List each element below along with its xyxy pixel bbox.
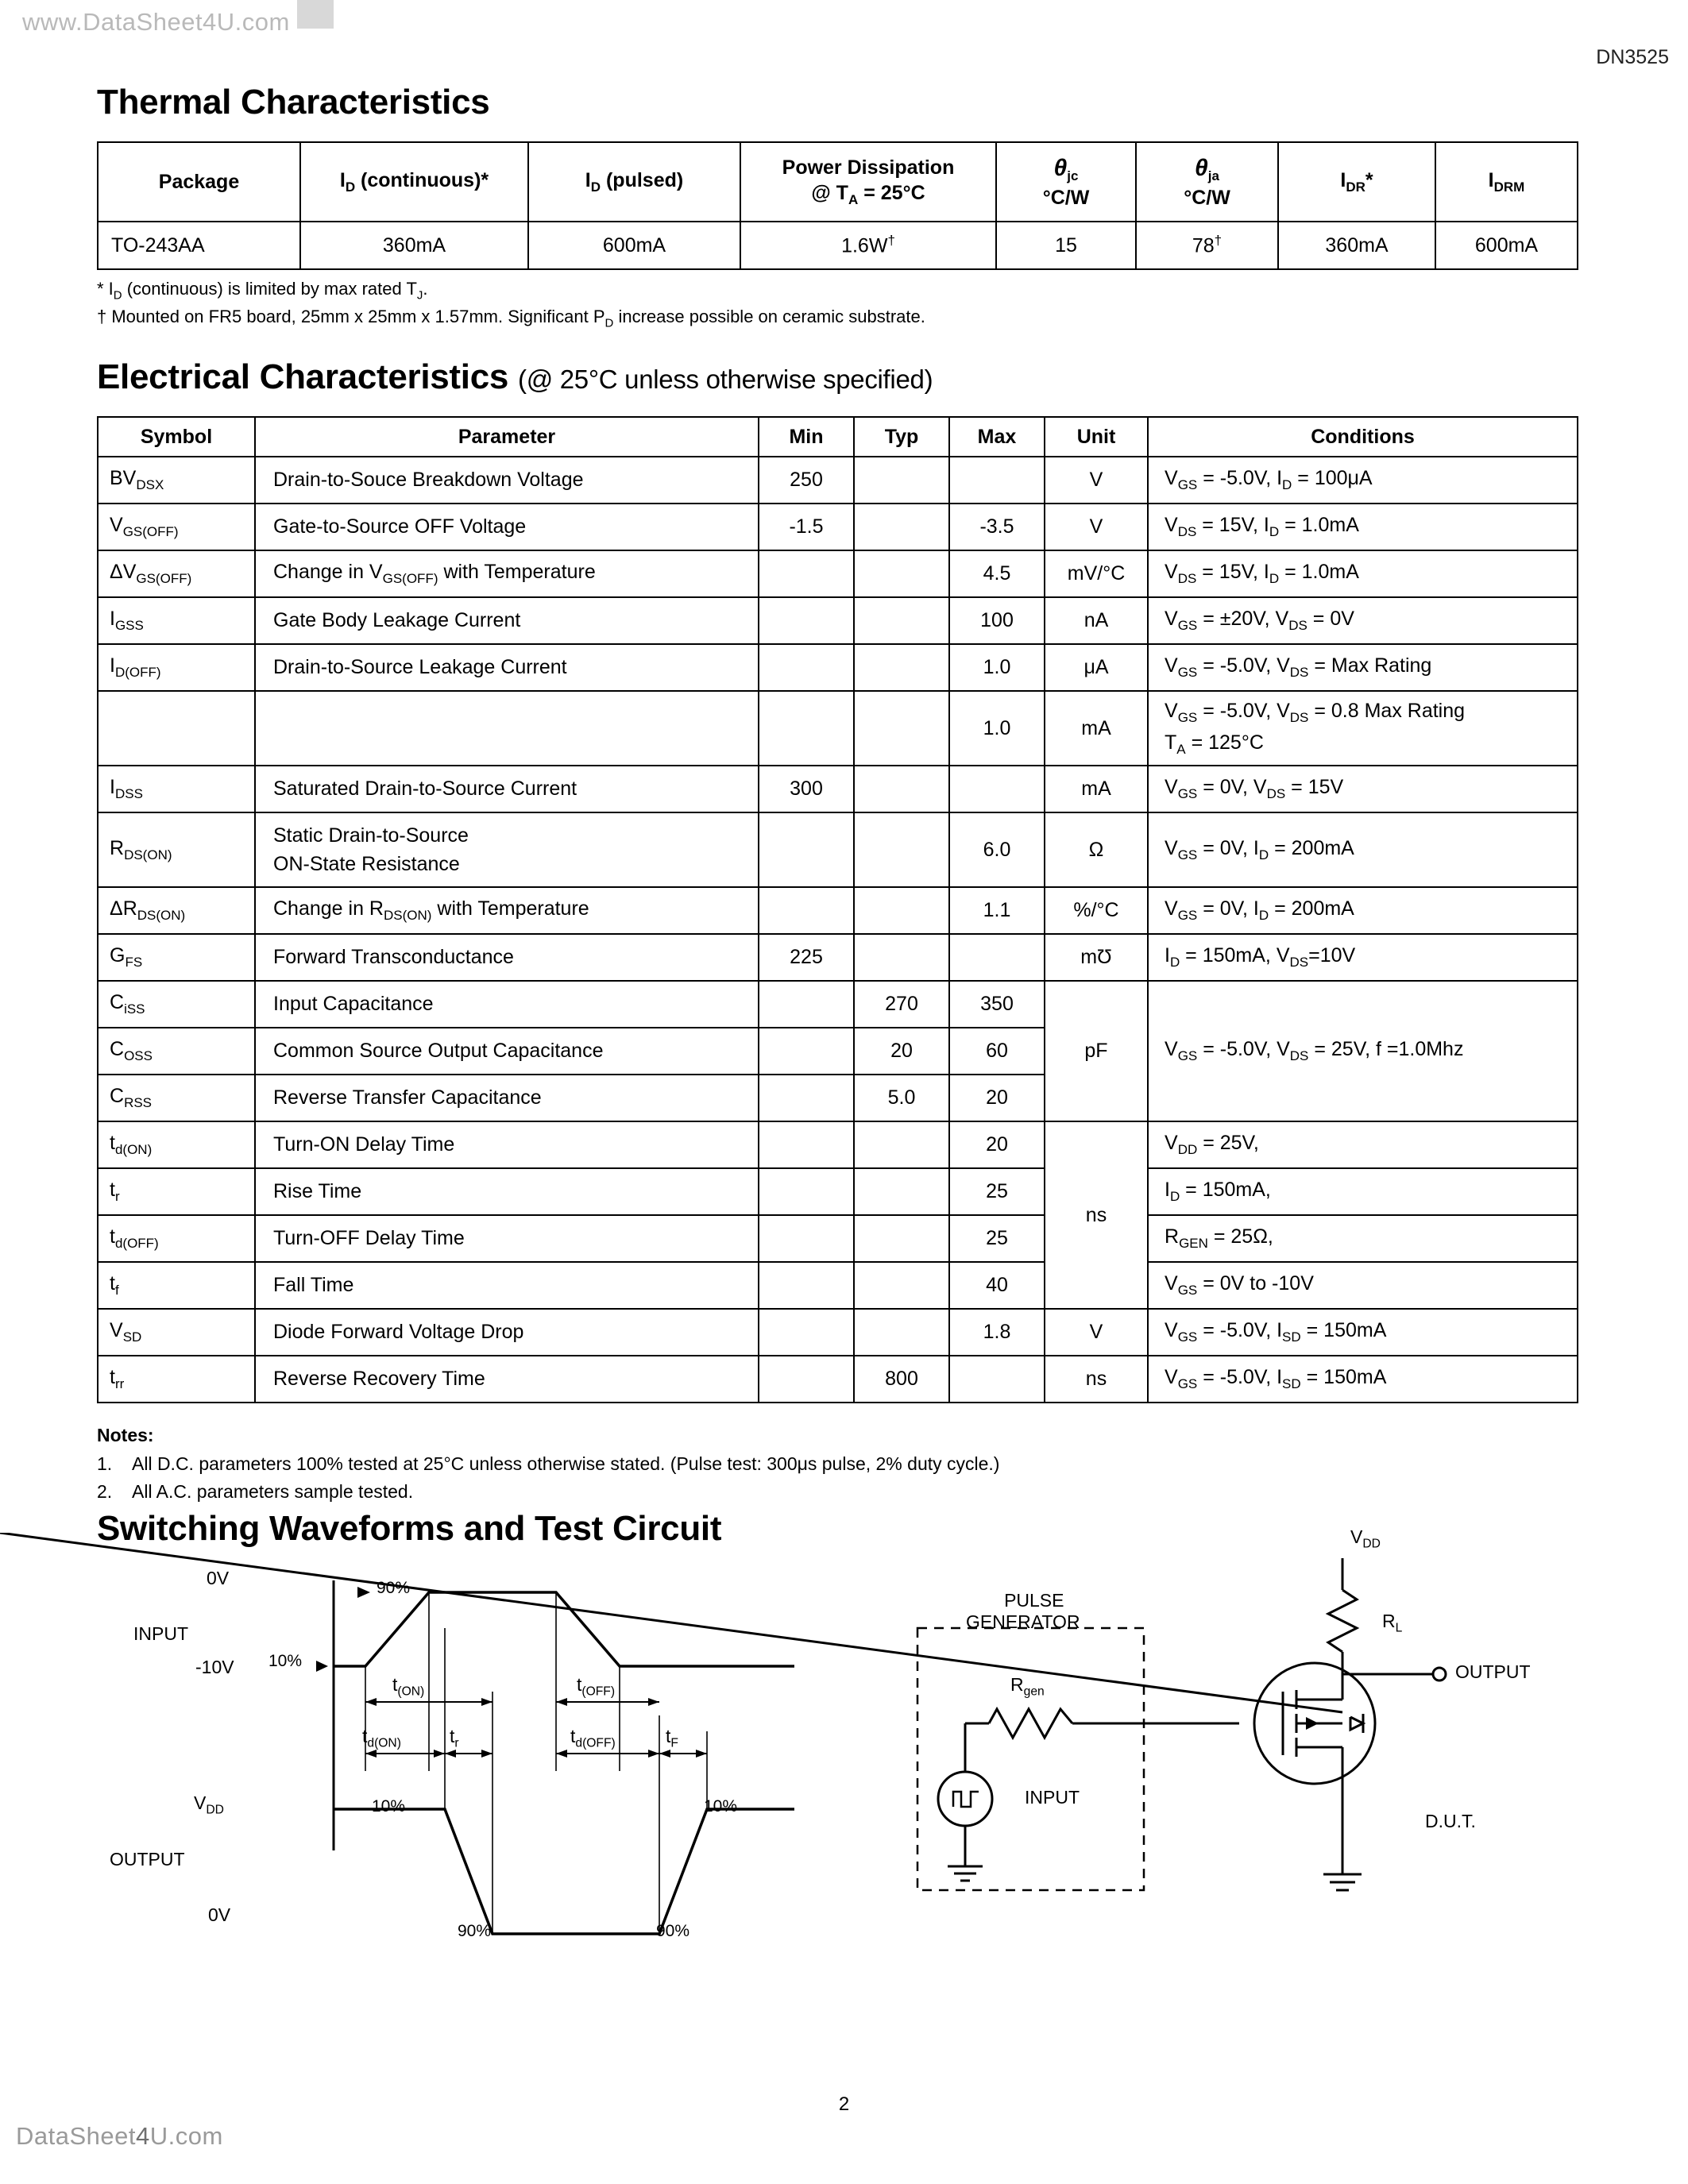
cell-parameter: Rise Time [255, 1168, 759, 1215]
cell-parameter: Saturated Drain-to-Source Current [255, 766, 759, 812]
cell-id-pulsed: 600mA [528, 222, 740, 269]
cell-conditions: $V_{GS} = -5.0V$, $V_{DS} = 25V$, f =1.0Mhz [1148, 981, 1578, 1121]
cell-package: TO-243AA [98, 222, 300, 269]
cell-parameter: Reverse Recovery Time [255, 1356, 759, 1403]
electrical-characteristics-table [97, 416, 1578, 1403]
cell-typ [854, 887, 949, 934]
label-output: OUTPUT [110, 1849, 185, 1870]
cell-max: 25 [949, 1215, 1045, 1262]
cell-unit: mV/°C [1045, 550, 1148, 597]
cell-unit: %/°C [1045, 887, 1148, 934]
thermal-title: Thermal Characteristics [97, 83, 490, 122]
cell-max [949, 457, 1045, 504]
cell-power-dissipation: 1.6W† [740, 222, 996, 269]
cell-symbol: $C_{OSS}$ [98, 1028, 255, 1075]
cell-typ: 5.0 [854, 1075, 949, 1121]
cell-symbol: $C_{iSS}$ [98, 981, 255, 1028]
cell-min: 250 [759, 457, 854, 504]
cell-idr: 360mA [1278, 222, 1435, 269]
watermark-bottom: DataSheet4U.com [16, 2122, 223, 2150]
electrical-notes [97, 1422, 999, 1507]
cell-min [759, 1121, 854, 1168]
thermal-characteristics-table [97, 141, 1578, 270]
cell-unit: V [1045, 457, 1148, 504]
cell-conditions: $V_{GS} = 0V$ to -10V [1148, 1262, 1578, 1309]
cell-conditions: $R_{GEN} = 25\Omega$, [1148, 1215, 1578, 1262]
cell-parameter: Drain-to-Source Leakage Current [255, 644, 759, 691]
table-row [98, 550, 1578, 597]
cell-max [949, 1356, 1045, 1403]
cell-conditions: $V_{DD} = 25V$, [1148, 1121, 1578, 1168]
cell-parameter: Fall Time [255, 1262, 759, 1309]
thermal-note-star: * $I_D$ (continuous) is limited by max rated $T_J$. [97, 279, 428, 303]
cell-symbol: $t_{d(ON)}$ [98, 1121, 255, 1168]
part-number: DN3525 [1596, 46, 1669, 68]
th-theta-jc: $\theta_{jc}$ °C/W [996, 142, 1136, 222]
table-header-row [98, 417, 1578, 457]
cell-parameter: Input Capacitance [255, 981, 759, 1028]
cell-conditions: $V_{GS} = -5.0V$, $I_{SD} = 150mA$ [1148, 1356, 1578, 1403]
cell-unit: mA [1045, 691, 1148, 766]
cell-max [949, 766, 1045, 812]
cell-max: 1.1 [949, 887, 1045, 934]
cell-symbol: $R_{DS(ON)}$ [98, 812, 255, 887]
cell-max [949, 934, 1045, 981]
cell-parameter: Turn-ON Delay Time [255, 1121, 759, 1168]
label-input-0v: 0V [207, 1568, 230, 1588]
label-output-10pct-1: 10% [372, 1797, 406, 1815]
cell-symbol: $BV_{DSX}$ [98, 457, 255, 504]
cell-conditions: $V_{GS} = 0V$, $I_D = 200mA$ [1148, 812, 1578, 887]
label-vdd-circuit: $V_{DD}$ [1350, 1526, 1381, 1551]
cell-min: 300 [759, 766, 854, 812]
cell-min [759, 550, 854, 597]
table-row [98, 457, 1578, 504]
watermark-top: www.DataSheet4U.com [22, 8, 290, 36]
table-row [98, 887, 1578, 934]
cell-unit: μA [1045, 644, 1148, 691]
table-row [98, 934, 1578, 981]
th-power-dissipation: Power Dissipation @ $T_A = 25^\circ C$ [740, 142, 996, 222]
cell-max: 6.0 [949, 812, 1045, 887]
cell-max: 4.5 [949, 550, 1045, 597]
cell-min [759, 1168, 854, 1215]
cell-min [759, 1075, 854, 1121]
cell-parameter: Change in $R_{DS(ON)}$ with Temperature [255, 887, 759, 934]
cell-typ [854, 597, 949, 644]
th-idr: $I_{DR}*$ [1278, 142, 1435, 222]
cell-theta-jc: 15 [996, 222, 1136, 269]
cell-theta-ja: 78† [1136, 222, 1278, 269]
cell-typ [854, 766, 949, 812]
table-row [98, 1262, 1578, 1309]
label-input: INPUT [133, 1623, 188, 1644]
cell-conditions: $V_{DS} = 15V$, $I_D = 1.0mA$ [1148, 550, 1578, 597]
cell-min [759, 1262, 854, 1309]
electrical-title: Electrical Characteristics (@ 25°C unless otherwise specified) [97, 357, 933, 396]
table-row [98, 644, 1578, 691]
label-input-90pct: 90% [377, 1579, 411, 1597]
label-input-source: INPUT [1025, 1787, 1080, 1808]
table-row [98, 1215, 1578, 1262]
cell-parameter: Gate Body Leakage Current [255, 597, 759, 644]
cell-typ [854, 550, 949, 597]
cell-min [759, 1356, 854, 1403]
th-typ: Typ [854, 417, 949, 457]
cell-min [759, 887, 854, 934]
cell-min [759, 981, 854, 1028]
cell-unit: nA [1045, 597, 1148, 644]
page-number-footer: 2 [838, 2093, 850, 2115]
table-row [98, 1309, 1578, 1356]
label-t-off: $t_{(OFF)}$ [577, 1674, 616, 1699]
cell-conditions: $V_{GS} = -5.0V$, $I_{SD} = 150mA$ [1148, 1309, 1578, 1356]
cell-unit: ns [1045, 1356, 1148, 1403]
cell-parameter: Drain-to-Souce Breakdown Voltage [255, 457, 759, 504]
cell-typ [854, 1309, 949, 1356]
cell-min: -1.5 [759, 504, 854, 550]
label-output-0v: 0V [208, 1904, 231, 1925]
cell-max: 1.8 [949, 1309, 1045, 1356]
label-output-90pct-2: 90% [656, 1922, 690, 1940]
cell-conditions: $V_{GS} = \pm 20V$, $V_{DS} = 0V$ [1148, 597, 1578, 644]
cell-max: 100 [949, 597, 1045, 644]
cell-id-continuous: 360mA [300, 222, 528, 269]
cell-parameter: Turn-OFF Delay Time [255, 1215, 759, 1262]
thermal-notes [97, 276, 925, 331]
cell-typ [854, 1262, 949, 1309]
cell-symbol: $t_{rr}$ [98, 1356, 255, 1403]
cell-typ [854, 691, 949, 766]
cell-conditions: $V_{GS} = 0V$, $V_{DS} = 15V$ [1148, 766, 1578, 812]
note-1: 1. All D.C. parameters 100% tested at 25°C unless otherwise stated. (Pulse test: 300μs pulse, 2% duty cycle.) [97, 1453, 1000, 1474]
cell-typ: 20 [854, 1028, 949, 1075]
cell-typ [854, 504, 949, 550]
table-row [98, 1168, 1578, 1215]
cell-max: 20 [949, 1121, 1045, 1168]
label-td-on: $t_{d(ON)}$ [362, 1726, 401, 1750]
cell-max: 40 [949, 1262, 1045, 1309]
cell-max: 350 [949, 981, 1045, 1028]
cell-min [759, 597, 854, 644]
cell-typ [854, 1168, 949, 1215]
cell-typ [854, 1121, 949, 1168]
cell-unit: ns [1045, 1121, 1148, 1309]
cell-parameter: Change in $V_{GS(OFF)}$ with Temperature [255, 550, 759, 597]
th-unit: Unit [1045, 417, 1148, 457]
table-row [98, 691, 1578, 766]
label-rgen: $R_{gen}$ [1010, 1674, 1045, 1699]
cell-parameter: Gate-to-Source OFF Voltage [255, 504, 759, 550]
cell-unit: V [1045, 504, 1148, 550]
cell-symbol: $\Delta V_{GS(OFF)}$ [98, 550, 255, 597]
cell-conditions: $V_{DS} = 15V$, $I_D = 1.0mA$ [1148, 504, 1578, 550]
cell-conditions: $I_D = 150mA$, $V_{DS}=10V$ [1148, 934, 1578, 981]
table-row [98, 1356, 1578, 1403]
cell-min [759, 1309, 854, 1356]
label-td-off: $t_{d(OFF)}$ [570, 1726, 616, 1750]
th-package: Package [98, 142, 300, 222]
table-row [98, 981, 1578, 1028]
cell-unit: V [1045, 1309, 1148, 1356]
cell-min [759, 644, 854, 691]
cell-typ [854, 934, 949, 981]
th-idrm: $I_{DRM}$ [1435, 142, 1578, 222]
cell-parameter [255, 691, 759, 766]
cell-parameter: Diode Forward Voltage Drop [255, 1309, 759, 1356]
label-input-minus10v: -10V [195, 1657, 234, 1677]
cell-symbol: $C_{RSS}$ [98, 1075, 255, 1121]
th-symbol: Symbol [98, 417, 255, 457]
label-t-on: $t_{(ON)}$ [392, 1674, 425, 1699]
cell-unit: mA [1045, 766, 1148, 812]
th-id-pulsed: $I_D$ (pulsed) [528, 142, 740, 222]
label-output-circuit: OUTPUT [1455, 1661, 1531, 1682]
cell-unit: pF [1045, 981, 1148, 1121]
table-header-row [98, 142, 1578, 222]
cell-typ [854, 644, 949, 691]
table-row [98, 222, 1578, 269]
header-gray-box [297, 0, 334, 29]
table-row [98, 812, 1578, 887]
cell-max: 1.0 [949, 691, 1045, 766]
cell-typ: 800 [854, 1356, 949, 1403]
label-tf: $t_F$ [666, 1726, 678, 1750]
cell-conditions: $I_D = 150mA$, [1148, 1168, 1578, 1215]
label-pulse-generator: PULSE GENERATOR [966, 1590, 1080, 1632]
table-row [98, 504, 1578, 550]
cell-min [759, 691, 854, 766]
cell-typ [854, 457, 949, 504]
cell-min [759, 1215, 854, 1262]
cell-conditions: $V_{GS} = -5.0V$, $I_D = 100\mu A$ [1148, 457, 1578, 504]
cell-symbol: $V_{SD}$ [98, 1309, 255, 1356]
note-2: 2. All A.C. parameters sample tested. [97, 1481, 414, 1503]
cell-parameter: Reverse Transfer Capacitance [255, 1075, 759, 1121]
cell-typ [854, 812, 949, 887]
label-rl: $R_L$ [1382, 1611, 1403, 1635]
cell-max: 20 [949, 1075, 1045, 1121]
cell-unit: mƱ [1045, 934, 1148, 981]
th-parameter: Parameter [255, 417, 759, 457]
label-output-10pct-2: 10% [704, 1797, 738, 1815]
cell-parameter: Common Source Output Capacitance [255, 1028, 759, 1075]
cell-typ [854, 1215, 949, 1262]
cell-min: 225 [759, 934, 854, 981]
cell-symbol: $I_{D(OFF)}$ [98, 644, 255, 691]
cell-symbol: $t_f$ [98, 1262, 255, 1309]
label-output-vdd: $V_{DD}$ [194, 1792, 224, 1817]
th-min: Min [759, 417, 854, 457]
cell-parameter: Static Drain-to-Source ON-State Resistance [255, 812, 759, 887]
cell-conditions: $V_{GS} = -5.0V$, $V_{DS} = 0.8$ Max Rating $T_A = 125^\circ C$ [1148, 691, 1578, 766]
cell-symbol: $t_r$ [98, 1168, 255, 1215]
cell-min [759, 1028, 854, 1075]
cell-max: -3.5 [949, 504, 1045, 550]
cell-conditions: $V_{GS} = -5.0V$, $V_{DS}$ = Max Rating [1148, 644, 1578, 691]
cell-parameter: Forward Transconductance [255, 934, 759, 981]
cell-symbol [98, 691, 255, 766]
label-dut: D.U.T. [1425, 1811, 1476, 1831]
notes-heading: Notes: [97, 1425, 154, 1445]
th-theta-ja: $\theta_{ja}$ °C/W [1136, 142, 1278, 222]
table-row [98, 766, 1578, 812]
cell-typ: 270 [854, 981, 949, 1028]
thermal-note-dagger: † Mounted on FR5 board, 25mm x 25mm x 1.57mm. Significant $P_D$ increase possible on ceramic substrate. [97, 306, 925, 330]
label-output-90pct-1: 90% [458, 1922, 492, 1940]
cell-max: 1.0 [949, 644, 1045, 691]
cell-conditions: $V_{GS} = 0V$, $I_D = 200mA$ [1148, 887, 1578, 934]
cell-max: 25 [949, 1168, 1045, 1215]
th-id-continuous: $I_D$ (continuous)* [300, 142, 528, 222]
cell-symbol: $G_{FS}$ [98, 934, 255, 981]
cell-symbol: $\Delta R_{DS(ON)}$ [98, 887, 255, 934]
th-max: Max [949, 417, 1045, 457]
cell-symbol: $I_{GSS}$ [98, 597, 255, 644]
th-conditions: Conditions [1148, 417, 1578, 457]
switching-title: Switching Waveforms and Test Circuit [97, 1509, 722, 1548]
switching-waveforms-svg [0, 1533, 1688, 2041]
table-row [98, 597, 1578, 644]
cell-symbol: $I_{DSS}$ [98, 766, 255, 812]
table-row [98, 1121, 1578, 1168]
cell-symbol: $t_{d(OFF)}$ [98, 1215, 255, 1262]
label-tr: $t_r$ [450, 1726, 459, 1750]
cell-idrm: 600mA [1435, 222, 1578, 269]
label-input-10pct: 10% [268, 1652, 303, 1670]
cell-min [759, 812, 854, 887]
cell-max: 60 [949, 1028, 1045, 1075]
cell-symbol: $V_{GS(OFF)}$ [98, 504, 255, 550]
cell-unit: Ω [1045, 812, 1148, 887]
